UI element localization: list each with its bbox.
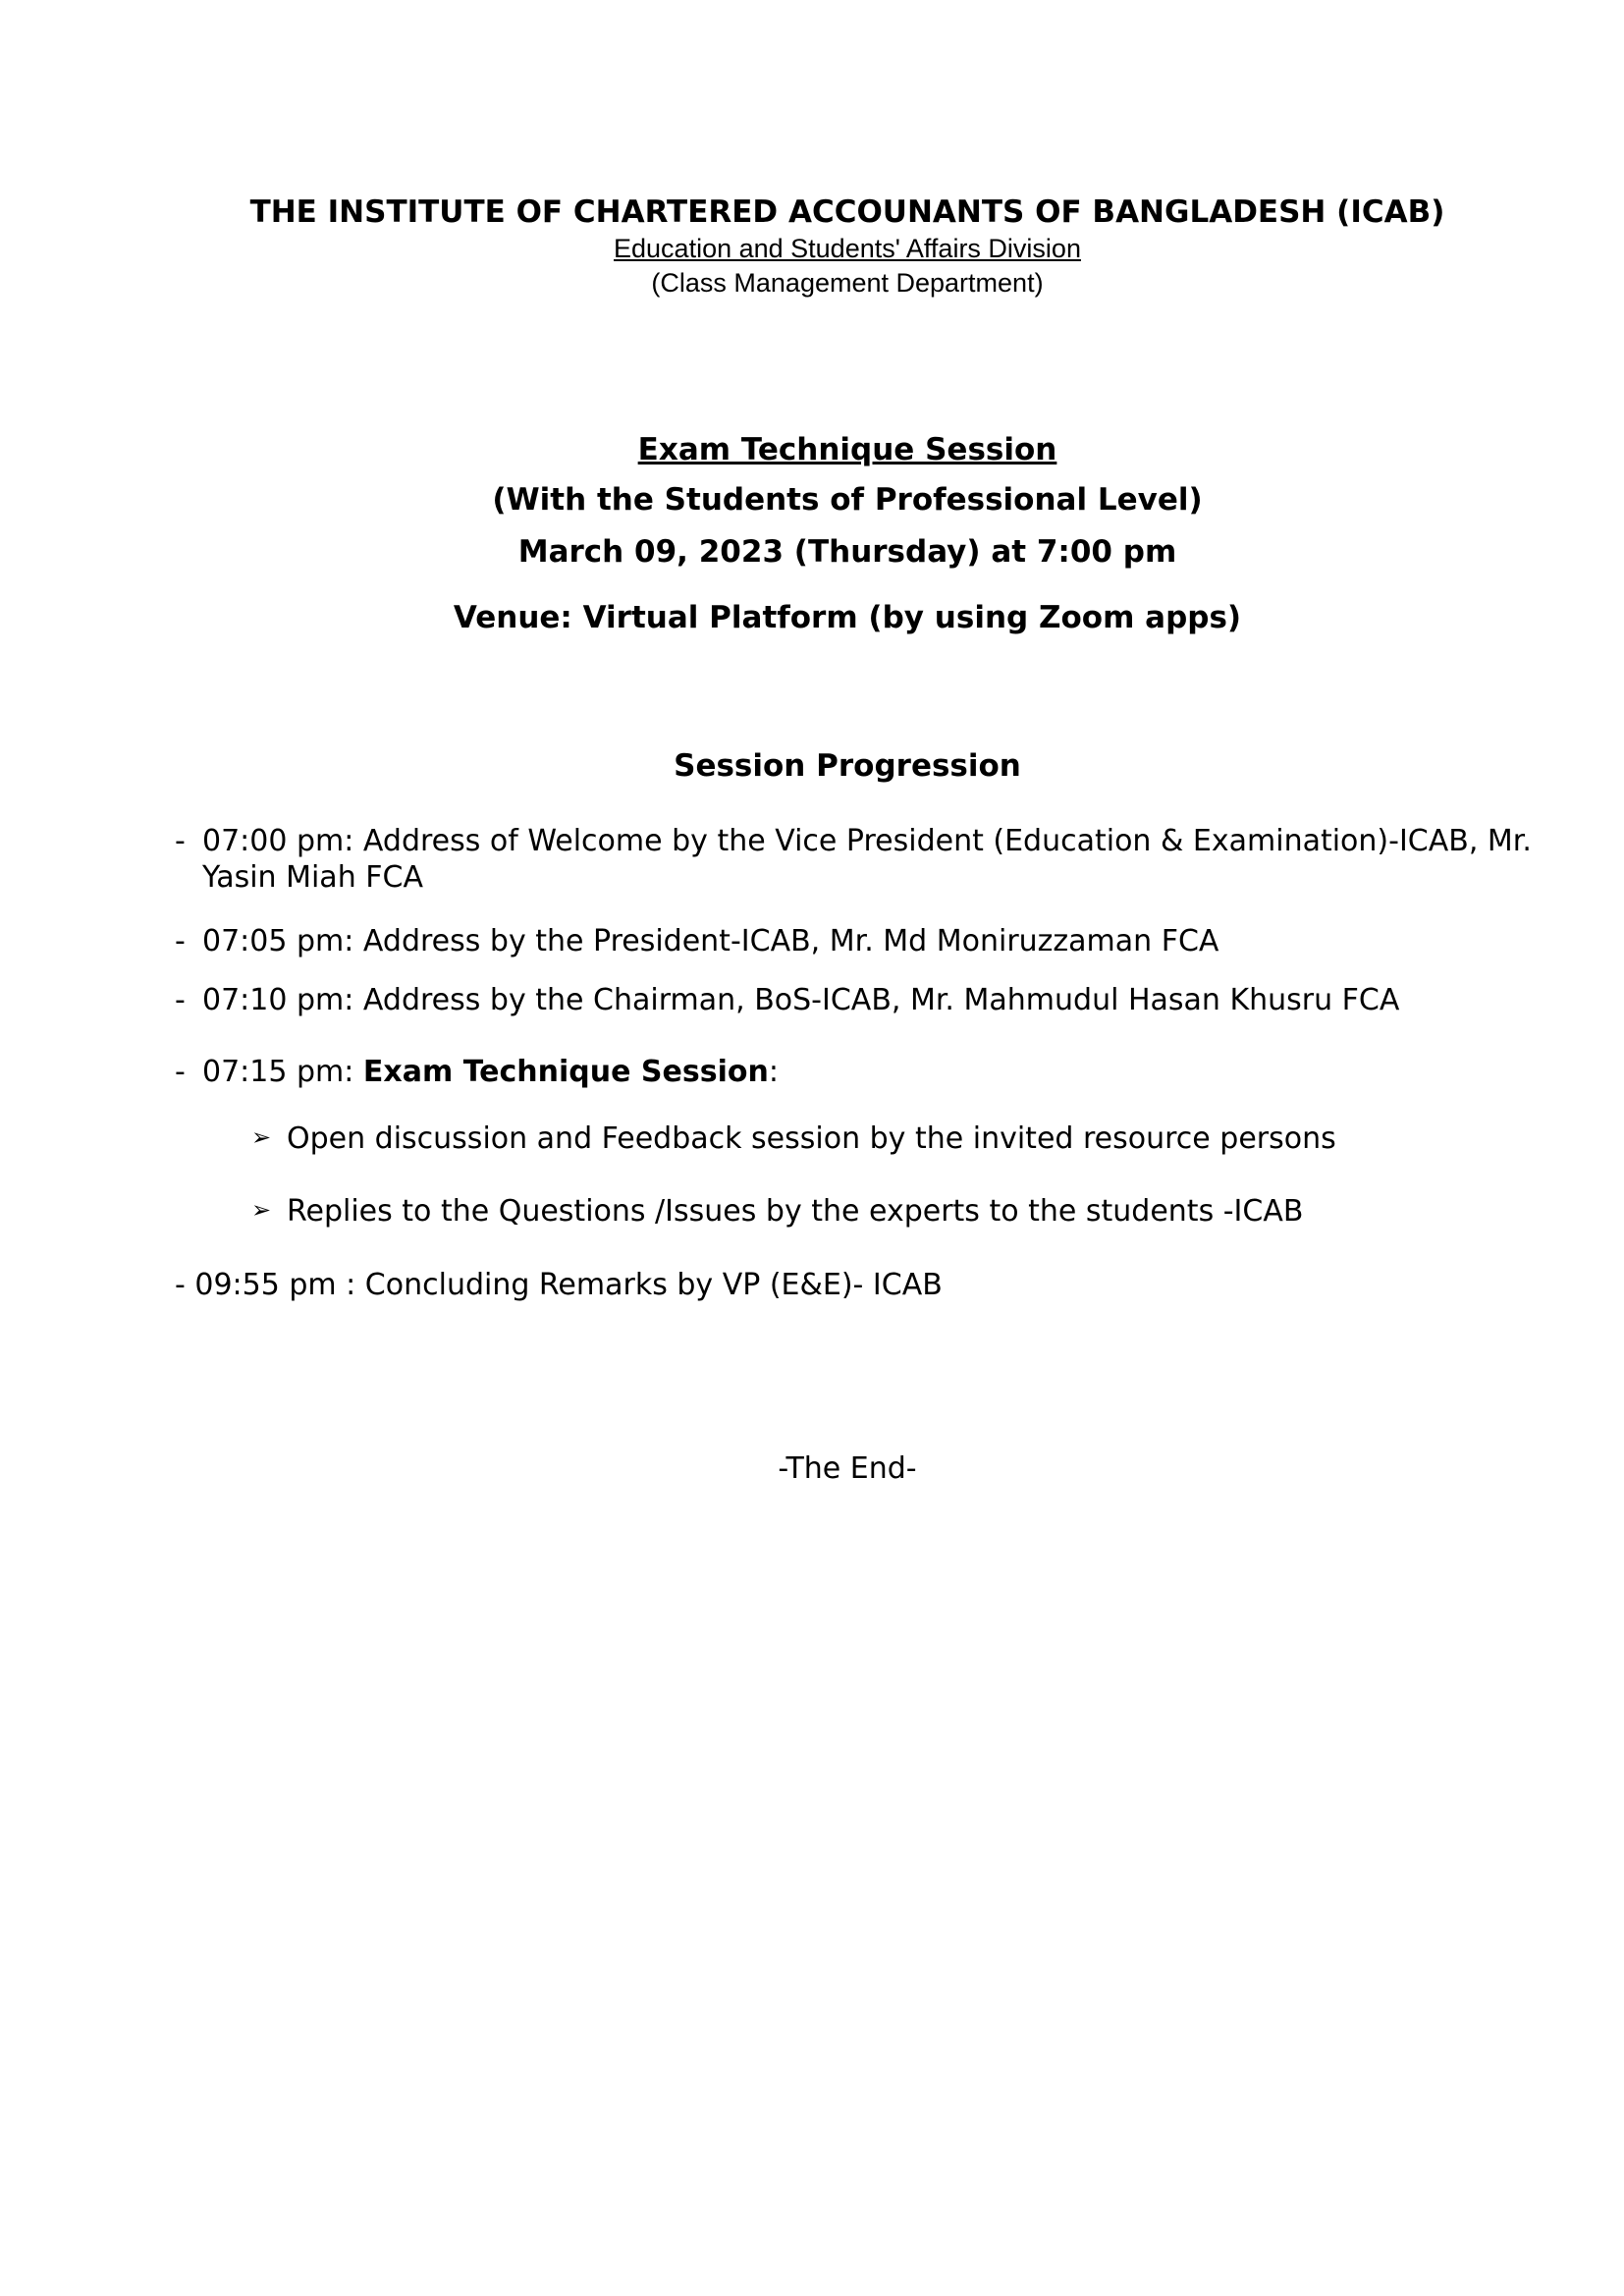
arrow-bullet-icon: ➢	[251, 1123, 272, 1151]
agenda-dash: -	[175, 924, 186, 958]
agenda-time: 07:15 pm:	[202, 1055, 363, 1089]
agenda-item	[175, 823, 1569, 902]
arrow-bullet-icon: ➢	[251, 1196, 272, 1224]
division-name: Education and Students' Affairs Division	[614, 234, 1081, 263]
agenda-item	[175, 982, 1400, 1018]
sub-bullet-text: Replies to the Questions /Issues by the experts to the students -ICAB	[287, 1194, 1304, 1229]
agenda-dash: -	[175, 1055, 186, 1089]
session-date: March 09, 2023 (Thursday) at 7:00 pm	[517, 534, 1177, 570]
agenda-item-text: 07:05 pm: Address by the President-ICAB, Mr. Md Moniruzzaman FCA	[202, 924, 1219, 958]
end-marker: -The End-	[778, 1451, 917, 1486]
session-title: Exam Technique Session	[637, 432, 1057, 467]
sub-bullet-item	[251, 1193, 1303, 1231]
progression-heading: Session Progression	[674, 748, 1021, 784]
session-subtitle: (With the Students of Professional Level)	[492, 482, 1203, 518]
department-name: (Class Management Department)	[651, 268, 1044, 298]
session-venue: Venue: Virtual Platform (by using Zoom apps)	[453, 600, 1242, 635]
agenda-item	[175, 923, 1219, 959]
agenda-bold-title: Exam Technique Session	[362, 1055, 769, 1089]
agenda-item	[175, 1054, 779, 1090]
agenda-item-text: 07:10 pm: Address by the Chairman, BoS-ICAB, Mr. Mahmudul Hasan Khusru FCA	[202, 983, 1400, 1017]
sub-bullet-item	[251, 1121, 1336, 1159]
agenda-item-text	[202, 1054, 1557, 1090]
sub-bullet-text: Open discussion and Feedback session by the invited resource persons	[287, 1121, 1336, 1156]
agenda-dash: -	[175, 983, 186, 1017]
agenda-dash: -	[175, 824, 186, 858]
organization-title: THE INSTITUTE OF CHARTERED ACCOUNANTS OF BANGLADESH (ICAB)	[249, 194, 1445, 230]
agenda-item-text: 07:00 pm: Address of Welcome by the Vice President (Education & Examination)-ICAB, Mr. Yasin Miah FCA	[202, 824, 1532, 895]
closing-agenda-item: - 09:55 pm : Concluding Remarks by VP (E&E)- ICAB	[175, 1268, 943, 1302]
agenda-suffix: :	[768, 1055, 779, 1089]
